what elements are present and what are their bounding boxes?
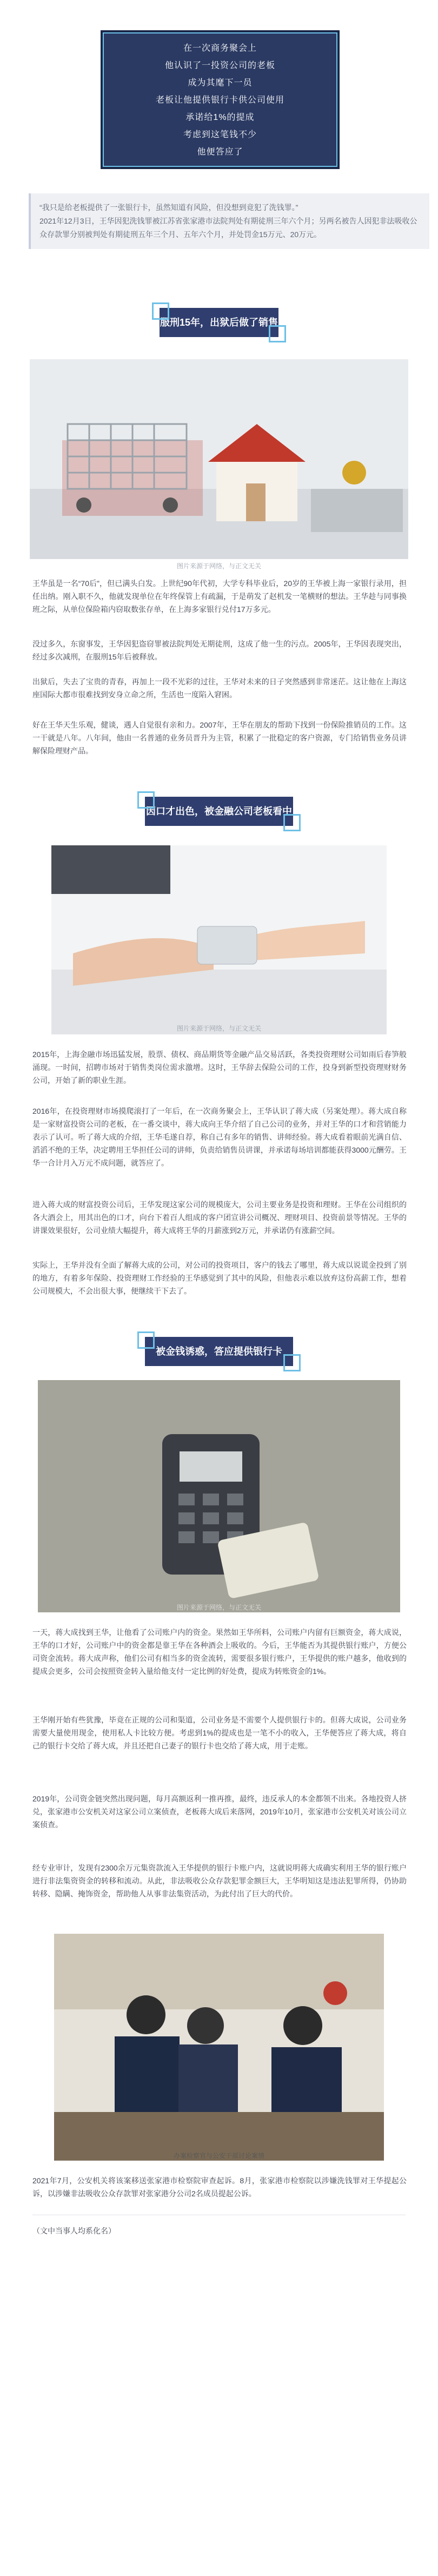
intro-line: 承诺给1%的提成 [185, 113, 255, 122]
body-paragraph: 王华刚开始有些犹豫，毕竟在正规的公司和渠道，公司业务是不需要个人提供银行卡的。但蒋大成说，公司业务需要大量使用现金，使用私人卡比较方便。考虑到1%的提成也是一笔不小的收入，王华便答应了蒋大成，将自己的银行卡交给了蒋大成，并且还把自己妻子的银行卡也交给了蒋大成，用于走账。 [32, 1716, 407, 1750]
body-paragraph: 一天，蒋大成找到王华，让他看了公司账户内的资金。果然如王华所料，公司账户内留有巨额资金，蒋大成说，王华的口才好，公司账户中的资金都是靠王华在各种酒会上吸收的。今后，王华能否为其提供银行账户，方便公司资金流转。蒋大成声称，他们公司有相当多的资金流转，需要很多银行账户，王华提供的账户越多，他收到的提成会更多，公司会按照资金转入量给他支付一定比例的好处费，提成为转账资金的1%。 [32, 1628, 407, 1676]
section-title: 被金钱诱惑，答应提供银行卡 [156, 1346, 282, 1357]
body-paragraph: 进入蒋大成的财富投资公司后，王华发现这家公司的规模庞大，公司主要业务是投资和理财。王华在公司组织的各大酒会上，用其出色的口才，向台下着百人组成的客户团宣讲公司概况、理财项目、投资前景等情况。王华的讲课效果很好，公司业绩大幅提升，蒋大成将王华的月薪涨到2万元，并承诺仍有涨薪空间。 [32, 1200, 407, 1235]
intro-line: 成为其麾下一员 [188, 78, 253, 88]
intro-line: 在一次商务聚会上 [183, 44, 257, 53]
corner-decoration [283, 1354, 301, 1371]
body-paragraph: 经专业审计，发现有2300余万元集资款流入王华提供的银行卡账户内，这就说明蒋大成确实利用王华的银行账户进行非法集资资金的转移和流动。从此，非法吸收公众存款犯罪金额巨大，王华明知这是违法犯罪所得，仍协助转移、隐瞒、掩饰资金，帮助他人从事非法集资活动，为此付出了巨大的代价。 [32, 1864, 407, 1898]
intro-line: 考虑到这笔钱不少 [183, 130, 257, 139]
body-paragraph: 王华虽是一名“70后”，但已满头白发。上世纪90年代初，大学专科毕业后，20岁的王华被上海一家银行录用，担任出纳。刚入职不久，他就发现单位在年终保管上有疏漏，于是萌发了赵机发一笔横财的想法。王华趁与同事换班之际，从单位保险箱内窃取数张存单，在上海多家银行兑付17万多元。 [32, 579, 407, 614]
intro-line: 他认识了一投资公司的老板 [164, 61, 275, 70]
section-title: 服刑15年，出狱后做了销售 [160, 317, 278, 328]
section-title: 因口才出色，被金融公司老板看中 [146, 806, 292, 817]
photo-handing-card [51, 845, 387, 1034]
intro-line: 老板让他提供银行卡供公司使用 [155, 96, 284, 105]
body-paragraph: 没过多久，东窗事发，王华因犯盗窃罪被法院判处无期徒刑，这成了他一生的污点。2005年，王华因表现突出，经过多次减刑，在服刑15年后被释放。 [32, 640, 407, 661]
body-paragraph: 出狱后，失去了宝贵的青春，再加上一段不光彩的过往，王华对未来的日子突然感到非常迷茫。这让他在上海这座国际大都市很难找到安身立命之所，生活也一度陷入窘困。 [32, 677, 407, 699]
section-heading [145, 1337, 293, 1366]
section-heading [160, 308, 278, 337]
intro-line: 他便答应了 [197, 147, 243, 157]
photo-caption: 图片来源于网络，与正文无关 [176, 562, 261, 570]
corner-decoration [152, 302, 169, 320]
body-paragraph: 好在王华天生乐观，健谈，遇人自觉很有亲和力。2007年，王华在朋友的帮助下找到一份保险推销员的工作。这一干就是八年。八年间，他由一名普通的业务员晋升为主管，积累了一批稳定的客户资源，专门给销售业务员讲解保险理财产品。 [32, 721, 407, 755]
corner-decoration [137, 1331, 155, 1349]
body-paragraph: 2019年，公司资金链突然出现问题，每月高额返利一推再推，最终，违反承人的本金都领不出来。各地投资人挤兑，张家港市公安机关对这家公司立案侦查，老板蒋大成后来落网，2019年10月，张家港市公安机关对该公司立案侦查。 [32, 1794, 407, 1829]
body-paragraph: 实际上，王华并没有全面了解蒋大成的公司，对公司的投资项目，客户的钱去了哪里，蒋大成以说谎金投到了别的地方，有着多年保险、投资理财工作经验的王华感觉到了其中的风险，但他表示难以放弃这份高薪工作，想着公司规模大，不会出很大事，便继续干下去了。 [32, 1261, 407, 1295]
footer-note: （文中当事人均系化名） [32, 2227, 116, 2235]
photo-caption: 图片来源于网络，与正文无关 [176, 1025, 261, 1032]
photo-house-cart [30, 359, 408, 570]
photo-pos-terminal [38, 1380, 400, 1612]
body-paragraph: 2021年7月，公安机关将该案移送张家港市检察院审查起诉。8月，张家港市检察院以涉嫌洗钱罪对王华提起公诉，以涉嫌非法吸收公众存款罪对张家港分公司2名成员提起公诉。 [32, 2176, 407, 2198]
body-paragraph: 2015年，上海金融市场迅猛发展，股票、债权、商品期货等金融产品交易活跃，各类投资理财公司如雨后春笋般涌现。一时间，招聘市场对于销售类岗位需求激增。这时，王华辞去保险公司的工作，投身到新型投资理财财务公司，开始了新的职业生涯。 [32, 1050, 407, 1085]
body-paragraph: 2016年，在投资理财市场摸爬滚打了一年后，在一次商务聚会上，王华认识了蒋大成（另案处理）。蒋大成自称是一家财富投资公司的老板，在一番交谈中，蒋大成向王华介绍了自己公司的业务，并对王华的口才和营销能力表示了认可。听了蒋大成的介绍，王华毛遂自荐，称自己有多年的销售、讲师经验。蒋大成看着眼前光满自信、滔滔不绝的王华，决定聘用王华担任公司的讲师，负责给销售员讲课，并承诺每场培训都能获得3000元酬劳。王华一合计月入万元不成问题，就答应了。 [32, 1107, 407, 1167]
photo-caption: 图片来源于网络，与正文无关 [176, 1604, 261, 1611]
corner-decoration [137, 791, 155, 809]
photo-caption: 办案检察官与公安干部讨论案情 [173, 2152, 264, 2160]
corner-decoration [269, 325, 286, 342]
photo-prosecutors [54, 1934, 384, 2161]
section-heading [145, 797, 293, 826]
lead-quote [29, 193, 429, 249]
quote-line: “我只是给老板提供了一张银行卡，虽然知道有风险，但没想到竟犯了洗钱罪。” [39, 203, 298, 212]
quote-line: 2021年12月3日，王华因犯洗钱罪被江苏省张家港市法院判处有期徒刑三年六个月；另两名被告人因犯非法吸收公众存款罪分别被判处有期徒刑五年三个月、五年六个月，并处罚金15万元、20万元。 [39, 217, 417, 239]
corner-decoration [283, 814, 301, 831]
intro-box [103, 32, 337, 167]
